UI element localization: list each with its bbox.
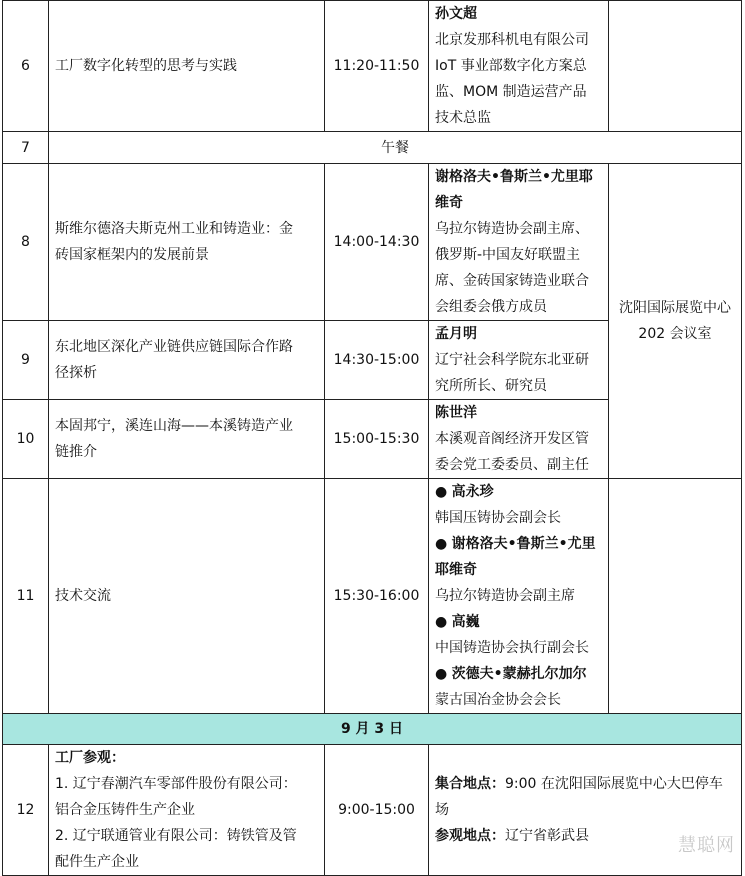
speaker-name: 耶维奇: [435, 562, 477, 578]
visit-label: 参观地点：: [435, 828, 505, 844]
venue-cell-empty: [609, 1, 742, 132]
speaker-name: ● 谢格洛夫•鲁斯兰•尤里: [435, 531, 604, 557]
row-number: 10: [3, 400, 49, 479]
speaker-title-line: 技术总监: [435, 110, 491, 126]
speaker-title-line: 本溪观音阁经济开发区管: [435, 431, 589, 447]
topic-line: 铝合金压铸件生产企业: [55, 802, 195, 818]
table-row: [3, 479, 742, 714]
time-cell: 14:30-15:00: [325, 321, 429, 400]
speaker-title-line: 北京发那科机电有限公司: [435, 32, 589, 48]
speaker-title-line: 委会党工委委员、副主任: [435, 457, 589, 473]
venue-line: 202 会议室: [638, 326, 712, 342]
meet-line: [435, 771, 737, 797]
speaker-title-line: 席、金砖国家铸造业联合: [435, 273, 589, 289]
speaker-name: 陈世洋: [435, 405, 477, 421]
row-number: 12: [3, 745, 49, 876]
topic-cell: [49, 400, 325, 479]
speaker-name: 孟月明: [435, 326, 477, 342]
venue-cell: [609, 164, 742, 479]
table-row: [3, 1, 742, 132]
topic-line: 2. 辽宁联通管业有限公司：铸铁管及管: [55, 828, 297, 844]
table-row: [3, 164, 742, 321]
speaker-title-line: 辽宁社会科学院东北亚研: [435, 352, 589, 368]
speaker-cell: [429, 479, 609, 714]
speaker-name: ● 高永珍: [435, 479, 604, 505]
visit-value: 辽宁省彰武县: [505, 828, 589, 844]
row-number: 9: [3, 321, 49, 400]
time-cell: 15:30-16:00: [325, 479, 429, 714]
speaker-title-line: 乌拉尔铸造协会副主席: [435, 588, 575, 604]
schedule-table: [2, 0, 742, 876]
speaker-cell: [429, 400, 609, 479]
speaker-title-line: 会组委会俄方成员: [435, 299, 547, 315]
speaker-name: 谢格洛夫•鲁斯兰•尤里耶: [435, 169, 593, 185]
time-cell: 15:00-15:30: [325, 400, 429, 479]
lunch-cell: 午餐: [49, 132, 742, 164]
speaker-title-line: 蒙古国冶金协会会长: [435, 692, 561, 708]
row-number: 7: [3, 132, 49, 164]
row-number: 11: [3, 479, 49, 714]
speaker-name: ● 茨德夫•蒙赫扎尔加尔: [435, 661, 604, 687]
topic-line: 链推介: [55, 444, 97, 460]
speaker-cell: [429, 321, 609, 400]
topic-cell: 工厂数字化转型的思考与实践: [49, 1, 325, 132]
date-label: 9 月 3 日: [3, 714, 742, 745]
topic-line: 1. 辽宁春潮汽车零部件股份有限公司：: [55, 776, 297, 792]
speaker-title-line: 俄罗斯-中国友好联盟主: [435, 247, 581, 263]
speaker-title-line: 中国铸造协会执行副会长: [435, 640, 589, 656]
speaker-cell: [429, 1, 609, 132]
time-cell: 14:00-14:30: [325, 164, 429, 321]
speaker-title-line: 乌拉尔铸造协会副主席、: [435, 221, 589, 237]
speaker-title-line: 究所所长、研究员: [435, 378, 547, 394]
speaker-title-line: 韩国压铸协会副会长: [435, 510, 561, 526]
meet-value: 9:00 在沈阳国际展览中心大巴停车: [505, 776, 723, 792]
table-row: [3, 132, 742, 164]
row-number: 8: [3, 164, 49, 321]
topic-line: 本固邦宁，溪连山海——本溪铸造产业: [55, 418, 293, 434]
venue-line: 沈阳国际展览中心: [619, 300, 731, 316]
topic-line: 径探析: [55, 365, 97, 381]
speaker-cell: [429, 164, 609, 321]
time-cell: 11:20-11:50: [325, 1, 429, 132]
meet-line: 场: [435, 802, 449, 818]
topic-cell: [49, 164, 325, 321]
speaker-title-line: IoT 事业部数字化方案总: [435, 58, 587, 74]
topic-cell: [49, 321, 325, 400]
topic-cell: 技术交流: [49, 479, 325, 714]
speaker-name: ● 高巍: [435, 609, 604, 635]
row-number: 6: [3, 1, 49, 132]
venue-cell-empty: [609, 479, 742, 714]
speaker-title-line: 监、MOM 制造运营产品: [435, 84, 587, 100]
table-row: [3, 745, 742, 876]
date-row: [3, 714, 742, 745]
time-cell: 9:00-15:00: [325, 745, 429, 876]
topic-line: 配件生产企业: [55, 854, 139, 870]
topic-line: 东北地区深化产业链供应链国际合作路: [55, 339, 293, 355]
topic-cell: [49, 745, 325, 876]
visit-title: 工厂参观：: [55, 750, 125, 766]
watermark: 慧聪网: [678, 835, 735, 856]
speaker-name: 维奇: [435, 195, 463, 211]
topic-line: 砖国家框架内的发展前景: [55, 247, 209, 263]
meet-label: 集合地点：: [435, 776, 505, 792]
speaker-name: 孙文超: [435, 6, 477, 22]
topic-line: 斯维尔德洛夫斯克州工业和铸造业：金: [55, 221, 293, 237]
